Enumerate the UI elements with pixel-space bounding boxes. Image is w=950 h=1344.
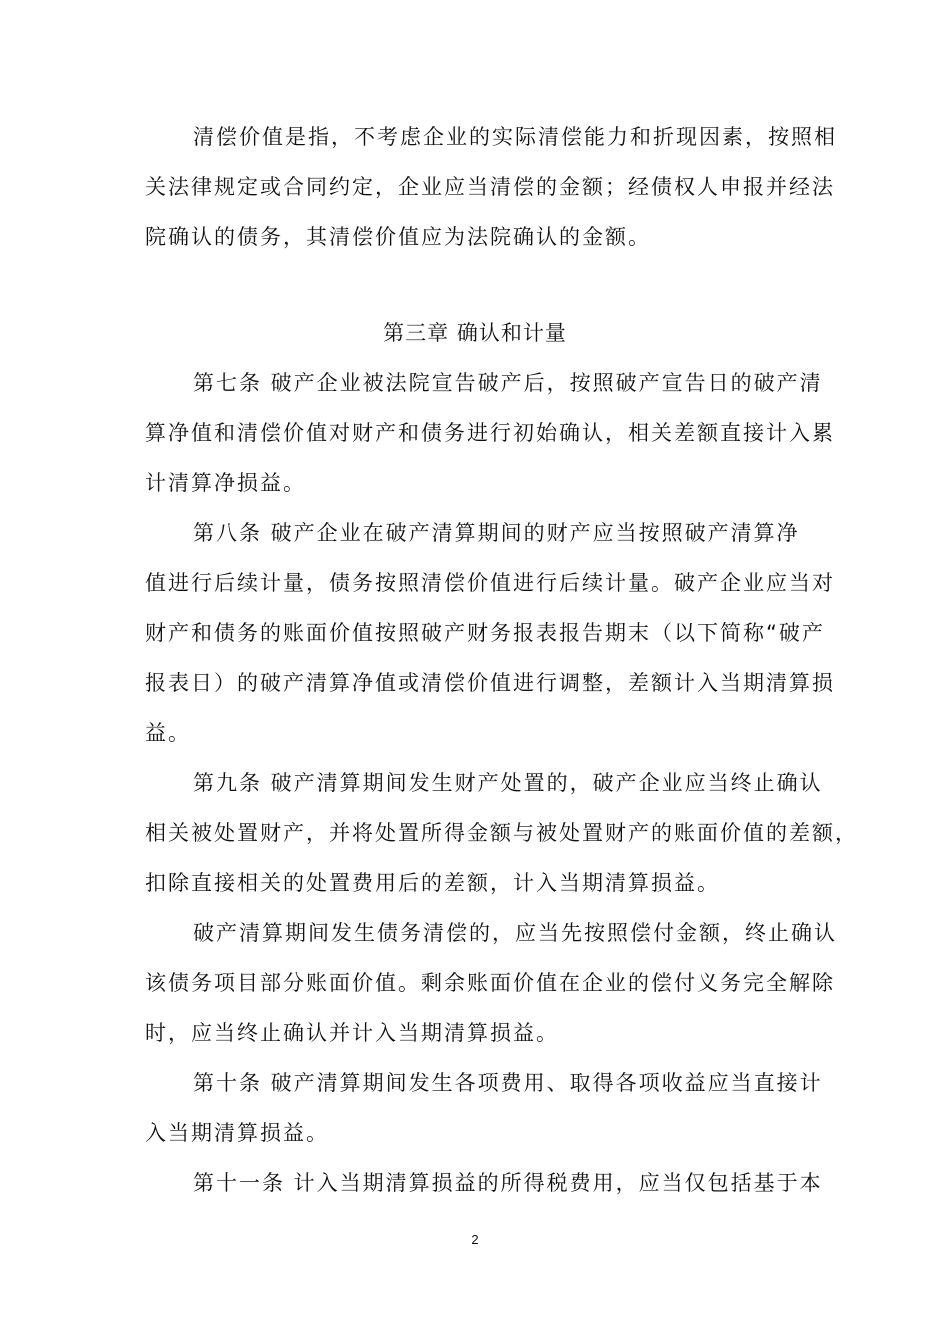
paragraph-line: 扣除直接相关的处置费用后的差额，计入当期清算损益。 bbox=[145, 871, 720, 895]
paragraph-line: 益。 bbox=[145, 721, 191, 745]
paragraph-line: 清偿价值是指，不考虑企业的实际清偿能力和折现因素，按照相 bbox=[193, 125, 837, 149]
paragraph-line: 时，应当终止确认并计入当期清算损益。 bbox=[145, 1021, 559, 1045]
paragraph-line: 值进行后续计量，债务按照清偿价值进行后续计量。破产企业应当对 bbox=[145, 571, 835, 595]
page-number: 2 bbox=[471, 1232, 479, 1247]
paragraph-line: 算净值和清偿价值对财产和债务进行初始确认，相关差额直接计入累 bbox=[145, 421, 835, 445]
article-9-line: 第九条 破产清算期间发生财产处置的，破产企业应当终止确认 bbox=[193, 771, 823, 795]
article-7-line: 第七条 破产企业被法院宣告破产后，按照破产宣告日的破产清 bbox=[193, 371, 823, 395]
paragraph-line: 该债务项目部分账面价值。剩余账面价值在企业的偿付义务完全解除 bbox=[145, 971, 835, 995]
paragraph-line: 院确认的债务，其清偿价值应为法院确认的金额。 bbox=[145, 225, 651, 249]
chapter-heading: 第三章 确认和计量 bbox=[383, 321, 567, 345]
article-8-line: 第八条 破产企业在破产清算期间的财产应当按照破产清算净 bbox=[193, 521, 800, 545]
paragraph-line: 报表日）的破产清算净值或清偿价值进行调整，差额计入当期清算损 bbox=[145, 671, 835, 695]
article-10-line: 第十条 破产清算期间发生各项费用、取得各项收益应当直接计 bbox=[193, 1071, 823, 1095]
paragraph-line: 相关被处置财产，并将处置所得金额与被处置财产的账面价值的差额， bbox=[145, 821, 858, 845]
article-11-line: 第十一条 计入当期清算损益的所得税费用，应当仅包括基于本 bbox=[193, 1171, 823, 1195]
paragraph-line: 计清算净损益。 bbox=[145, 471, 306, 495]
paragraph-line: 关法律规定或合同约定，企业应当清偿的金额；经债权人申报并经法 bbox=[145, 175, 835, 199]
paragraph-line: 财产和债务的账面价值按照破产财务报表报告期末（以下简称“破产 bbox=[145, 621, 825, 645]
paragraph-line: 破产清算期间发生债务清偿的，应当先按照偿付金额，终止确认 bbox=[193, 921, 837, 945]
paragraph-line: 入当期清算损益。 bbox=[145, 1121, 329, 1145]
